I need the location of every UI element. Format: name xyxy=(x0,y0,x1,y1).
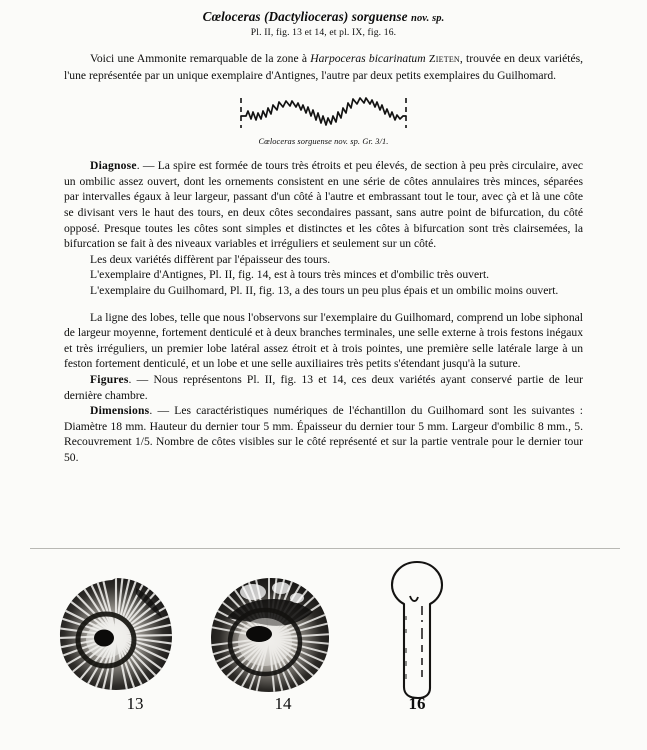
intro-section xyxy=(64,51,583,83)
lobes-paragraph: La ligne des lobes, telle que nous l'observons sur l'exemplaire du Guilhomard, comprend un lobe siphonal de largeur moyenne, fortement denticulé et à deux branches terminales, une selle externe à trois festons inégaux et très irréguliers, un premier lobe latéral assez étroit et à trois pointes, une première selle latérale large à un feston fortement denticulé, et un lobe et une selle auxiliaires très petits s'étendant jusqu'à la suture. xyxy=(64,310,583,371)
diagnose-paragraph: Diagnose. — La spire est formée de tours très étroits et peu élevés, de section à peu près circulaire, avec un ombilic assez ouvert, dont les ornements consistent en une série de côtes annulaires très minces, séparées par intervalles égaux à leur largeur, passant d'un côté à l'autre et embrassant tout le tour, avec çà et là une côte se divisant vers le haut des tours, en deux côtes secondaires passant, sans autre point de bifurcation, du côté opposé. Presque toutes les côtes sont simples et distinctes et les côtes à bifurcation sont très clairsemées, la bifurcation se fait à des niveaux variables et irréguliers et seulement sur un côté. xyxy=(64,159,584,251)
figures-label: Figures xyxy=(90,372,129,386)
diagnose-dash: — xyxy=(142,159,155,173)
suture-line-path xyxy=(241,98,406,125)
fossil-photo-13 xyxy=(44,568,194,698)
whorl-notch-16 xyxy=(410,596,418,601)
whorl-outline-16 xyxy=(392,562,442,698)
suture-figure-caption xyxy=(209,137,439,146)
figure-number-14: 14 xyxy=(274,694,292,713)
figure-number-16: 16 xyxy=(408,694,426,713)
figures-paragraph: Figures. — Nous représentons Pl. II, fig. 13 et 14, ces deux variétés ayant conservé partie de leur dernière chambre. xyxy=(64,372,583,402)
dimensions-text: Les caractéristiques numériques de l'échantillon du Guilhomard sont les suivantes : Diamètre 18 mm. Hauteur du dernier tour 5 mm. Épaisseur du dernier tour 5 mm. Largeur d'ombilic 8 mm., 5. Recouvrement 1/5. Nombre de côtes visibles sur le côté représenté et sur la partie ventrale pour le dernier tour 50. xyxy=(64,404,584,464)
varieties-line-2: L'exemplaire d'Antignes, Pl. II, fig. 14, est à tours très minces et d'ombilic très ouvert. xyxy=(90,268,490,282)
suture-caption-scale: Gr. 3/1. xyxy=(362,137,389,147)
intro-taxon: Harpoceras bicarinatum xyxy=(310,52,426,65)
umbilical-area-14 xyxy=(238,618,292,666)
umbilicus-13 xyxy=(94,630,114,647)
plate-divider-rule xyxy=(30,548,620,549)
suture-figure xyxy=(209,94,439,146)
varieties-section xyxy=(64,252,583,299)
authority: nov. sp. xyxy=(411,13,445,24)
varieties-line-1: Les deux variétés diffèrent par l'épaisseur des tours. xyxy=(90,252,331,266)
intro-text-1: Voici une Ammonite remarquable de la zone à xyxy=(90,52,311,65)
fossil-plate xyxy=(0,548,647,750)
dimensions-section xyxy=(64,403,583,465)
whorl-internal-lines-16 xyxy=(406,606,422,682)
intro-text-2: , trouvée en deux variétés, l'une représentée par un unique exemplaire d'Antignes, l'autre par deux petits exemplaires du Guilhomard. xyxy=(64,52,583,82)
dimensions-label: Dimensions xyxy=(90,404,150,418)
genus-name: Cœloceras xyxy=(202,9,261,24)
diagnose-section xyxy=(64,158,583,252)
diagnose-label: Diagnose xyxy=(90,159,137,173)
figures-dash: — xyxy=(136,372,149,386)
fossil-drawing-16 xyxy=(372,556,462,706)
varieties-line-3: L'exemplaire du Guilhomard, Pl. II, fig. 13, a des tours un peu plus épais et un ombilic moins ouvert. xyxy=(90,283,559,297)
page-title xyxy=(0,9,647,25)
subgenus-name: (Dactylioceras) xyxy=(264,9,349,24)
figure-number-13: 13 xyxy=(126,694,144,713)
suture-caption-taxon: Cœloceras sorguense nov. sp. xyxy=(258,137,361,147)
title-block xyxy=(0,9,647,38)
intro-author: Zieten xyxy=(428,53,460,65)
dimensions-dash: — xyxy=(157,404,170,418)
plate-reference: Pl. II, fig. 13 et 14, et pl. IX, fig. 16. xyxy=(250,27,397,38)
dimensions-paragraph: Dimensions. — Les caractéristiques numériques de l'échantillon du Guilhomard sont les suivantes : Diamètre 18 mm. Hauteur du dernier tour 5 mm. Épaisseur du dernier tour 5 mm. Largeur d'ombilic 8 mm., 5. Recouvrement 1/5. Nombre de côtes visibles sur le côté représenté et sur la partie ventrale pour le dernier tour 50. xyxy=(64,404,584,464)
diagnose-text: La spire est formée de tours très étroits et peu élevés, de section à peu près circulaire, avec un ombilic assez ouvert, dont les ornements consistent en une série de côtes annulaires très minces, séparées par intervalles égaux à leur largeur, passant d'un côté à l'autre et embrassant tout le tour, avec çà et là une côte se divisant vers le haut des tours, en deux côtes secondaires passant, sans autre point de bifurcation, du côté opposé. Presque toutes les côtes sont simples et distinctes et les côtes à bifurcation sont très clairsemées, la bifurcation se fait à des niveaux variables et irréguliers et seulement sur un côté. xyxy=(64,159,584,251)
suture-line-diagram xyxy=(234,94,414,132)
fossil-photo-14 xyxy=(193,566,348,701)
intro-paragraph xyxy=(64,51,583,83)
lobes-section xyxy=(64,310,583,372)
species-name: sorguense xyxy=(351,9,408,24)
figures-text: Nous représentons Pl. II, fig. 13 et 14, ces deux variétés ayant conservé partie de leur dernière chambre. xyxy=(64,372,583,402)
figures-section xyxy=(64,372,583,403)
umbilicus-14 xyxy=(246,626,272,642)
